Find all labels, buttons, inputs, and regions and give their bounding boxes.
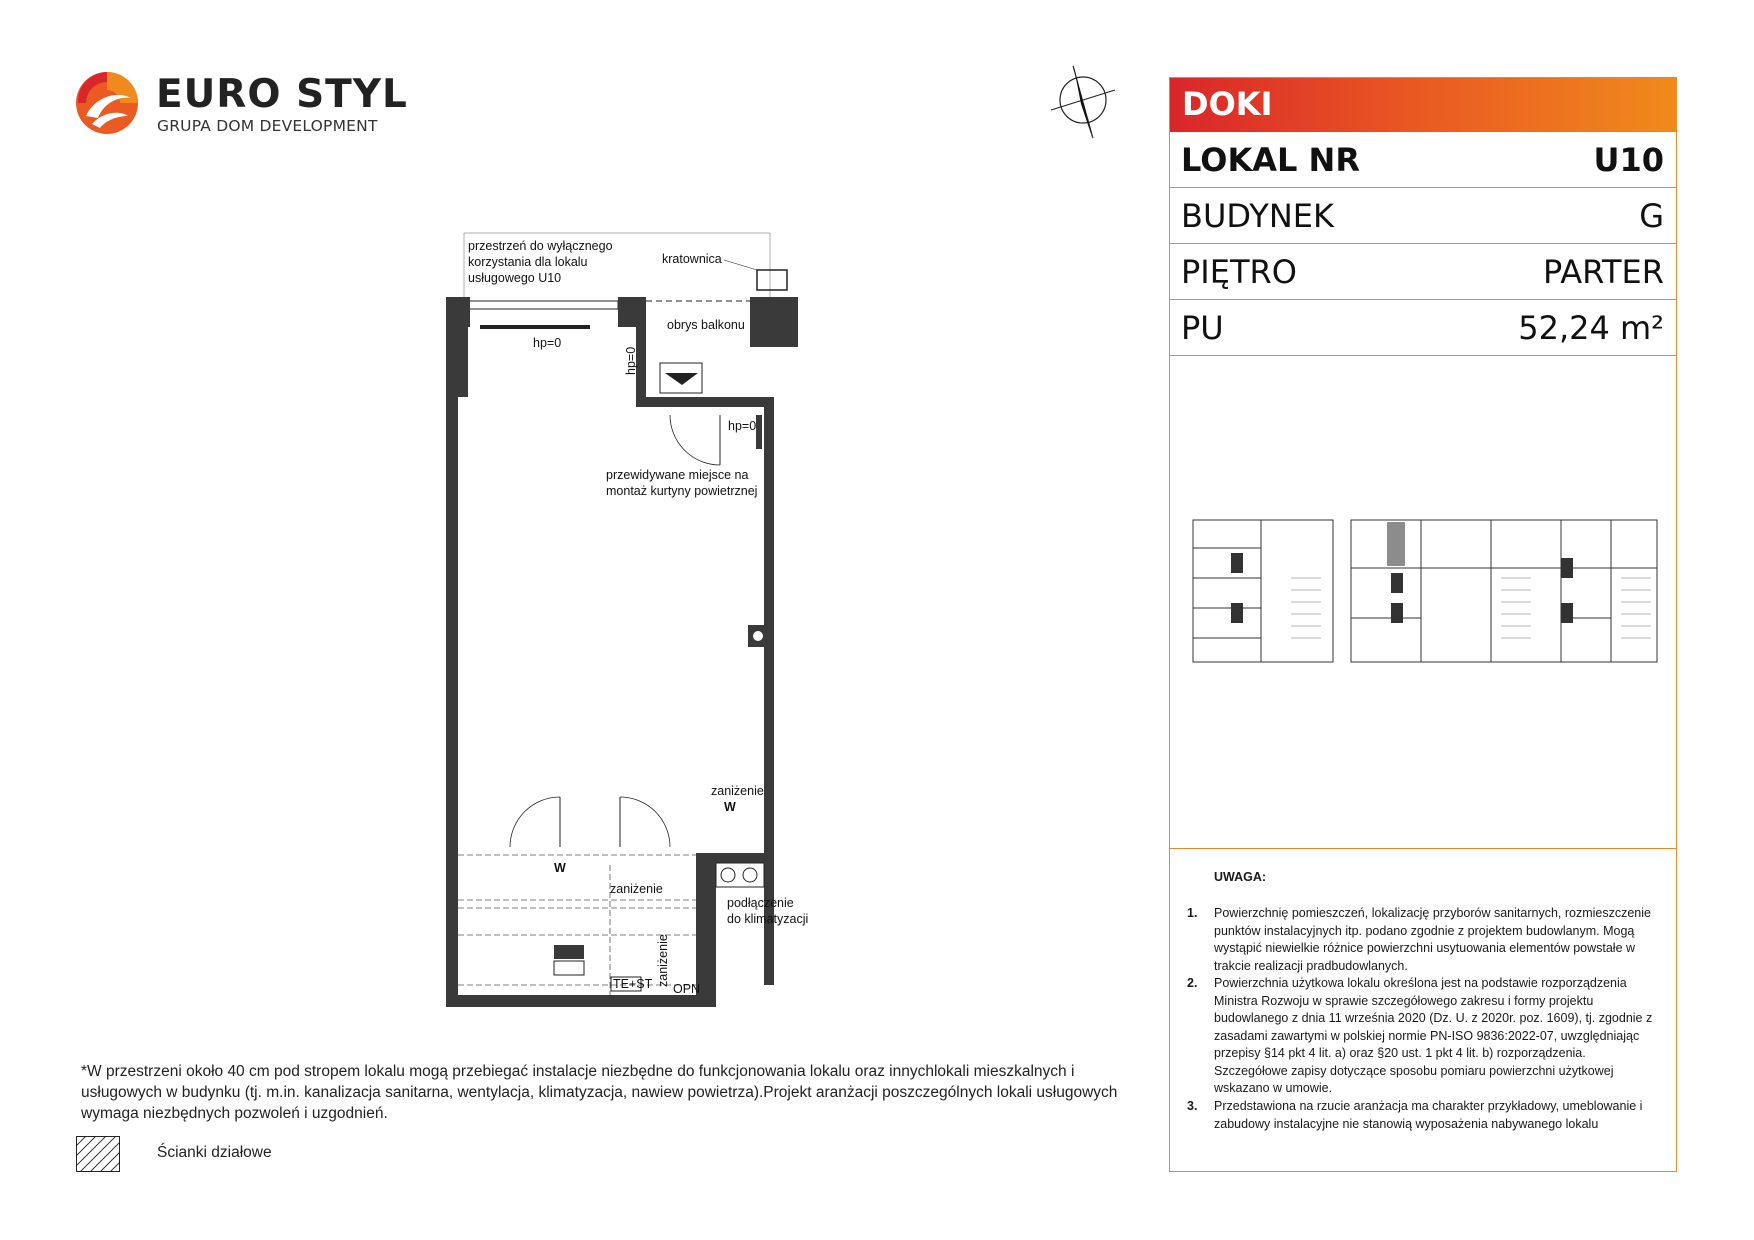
plan-wall-south <box>446 995 716 1007</box>
row-lokal-label: LOKAL NR <box>1181 141 1360 179</box>
estate-name: DOKI <box>1182 85 1273 123</box>
notes-title: UWAGA: <box>1214 870 1267 884</box>
plan-label-opn: OPN <box>673 982 701 996</box>
plan-label-lowering-2: zaniżenie <box>610 882 663 896</box>
row-pu-value: 52,24 m² <box>1518 309 1664 347</box>
note-item <box>1187 905 1654 975</box>
building-key-plan <box>1191 518 1661 666</box>
plan-wall-notch-top <box>696 853 774 863</box>
panel-header <box>1170 78 1676 132</box>
note-item <box>1187 1098 1654 1133</box>
row-pietro <box>1170 244 1676 300</box>
plan-label-lowering-1: zaniżenie <box>711 784 764 798</box>
brand-name: EURO STYL <box>156 72 408 117</box>
plan-label-terrace-2: korzystania dla lokalu <box>468 255 588 269</box>
plan-label-ac-2: do klimatyzacji <box>727 912 809 926</box>
row-lokal-value: U10 <box>1593 141 1664 179</box>
plan-label-water-2: W <box>554 861 566 875</box>
row-budynek-value: G <box>1639 197 1664 235</box>
brand-subtitle: GRUPA DOM DEVELOPMENT <box>157 117 378 135</box>
row-lokal <box>1170 132 1676 188</box>
note-text: Powierzchnię pomieszczeń, lokalizację przyborów sanitarnych, rozmieszczenie punktów instalacyjnych itp. podano zgodnie z projektem budowlanym. Mogą wystąpić niewielkie różnice powierzchni usytuowania elementów powstałe w trakcie realizacji pradbudowlanych. <box>1214 906 1651 973</box>
row-budynek-label: BUDYNEK <box>1181 197 1334 235</box>
plan-label-terrace-3: usługowego U10 <box>468 271 562 285</box>
note-number: 2. <box>1187 976 1198 990</box>
row-pietro-value: PARTER <box>1542 253 1664 291</box>
north-arrow-icon <box>1045 58 1120 148</box>
key-plan-highlight <box>1387 522 1405 566</box>
plan-label-curtain-2: montaż kurtyny powietrznej <box>606 484 758 498</box>
plan-label-hp-2: hp=0 <box>624 346 638 375</box>
hatched-wall-swatch-icon <box>76 1136 120 1172</box>
plan-label-hp-3: hp=0 <box>728 419 757 433</box>
info-panel <box>1169 77 1677 1172</box>
plan-label-water-1: W <box>724 800 736 814</box>
row-pu-label: PU <box>1181 309 1224 347</box>
plan-label-hp-1: hp=0 <box>533 336 562 350</box>
note-item <box>1187 975 1654 1098</box>
plan-label-lowering-3: zaniżenie <box>656 934 670 987</box>
note-text: Przedstawiona na rzucie aranżacja ma charakter przykładowy, umeblowanie i zabudowy instalacyjne nie stanowią wyposażenia nabywanego lokalu <box>1214 1099 1643 1131</box>
footnote: *W przestrzeni około 40 cm pod stropem lokalu mogą przebiegać instalacje niezbędne do funkcjonowania lokalu oraz innychlokali mieszkalnych i usługowych w budynku (tj. m.in. kanalizacja sanitarna, wentylacja, klimatyzacja, nawiew powietrza).Projekt aranżacji poszczególnych lokali usługowych wymaga niezbędnych pozwoleń i uzgodnień. <box>81 1063 1118 1122</box>
plan-label-ac-1: podłączenie <box>727 896 794 910</box>
plan-label-tele: TE+ST <box>613 977 653 991</box>
plan-label-balcony: obrys balkonu <box>667 318 745 332</box>
row-pu <box>1170 300 1676 356</box>
legend-label: Ścianki działowe <box>157 1144 272 1161</box>
row-pietro-label: PIĘTRO <box>1181 253 1297 291</box>
plan-label-curtain-1: przewidywane miejsce na <box>606 468 749 482</box>
note-number: 3. <box>1187 1099 1198 1113</box>
note-number: 1. <box>1187 906 1198 920</box>
floor-plan <box>420 225 830 1025</box>
note-text: Powierzchnia użytkowa lokalu określona jest na podstawie rozporządzenia Ministra Rozwoju w sprawie szczegółowego zakresu i formy projektu budowlanego z dnia 11 września 2020 (Dz. U. z 2020r. poz. 1609), tj. zgodnie z zasadami zawartymi w polskiej normie PN-ISO 9836:2022-07, uwzględniając przepisy §14 pkt 4 lit. a) oraz §20 ust. 1 pkt 4 lit. b) rozporządzenia. Szczegółowe zapisy dotyczące sposobu pomiaru powierzchni użytkowej wskazano w umowie. <box>1214 976 1653 1095</box>
plan-wall-west-lower <box>446 397 458 1005</box>
row-budynek <box>1170 188 1676 244</box>
notes-divider <box>1170 848 1676 849</box>
plan-label-terrace-1: przestrzeń do wyłącznego <box>468 239 613 253</box>
plan-label-grating: kratownica <box>662 252 722 266</box>
